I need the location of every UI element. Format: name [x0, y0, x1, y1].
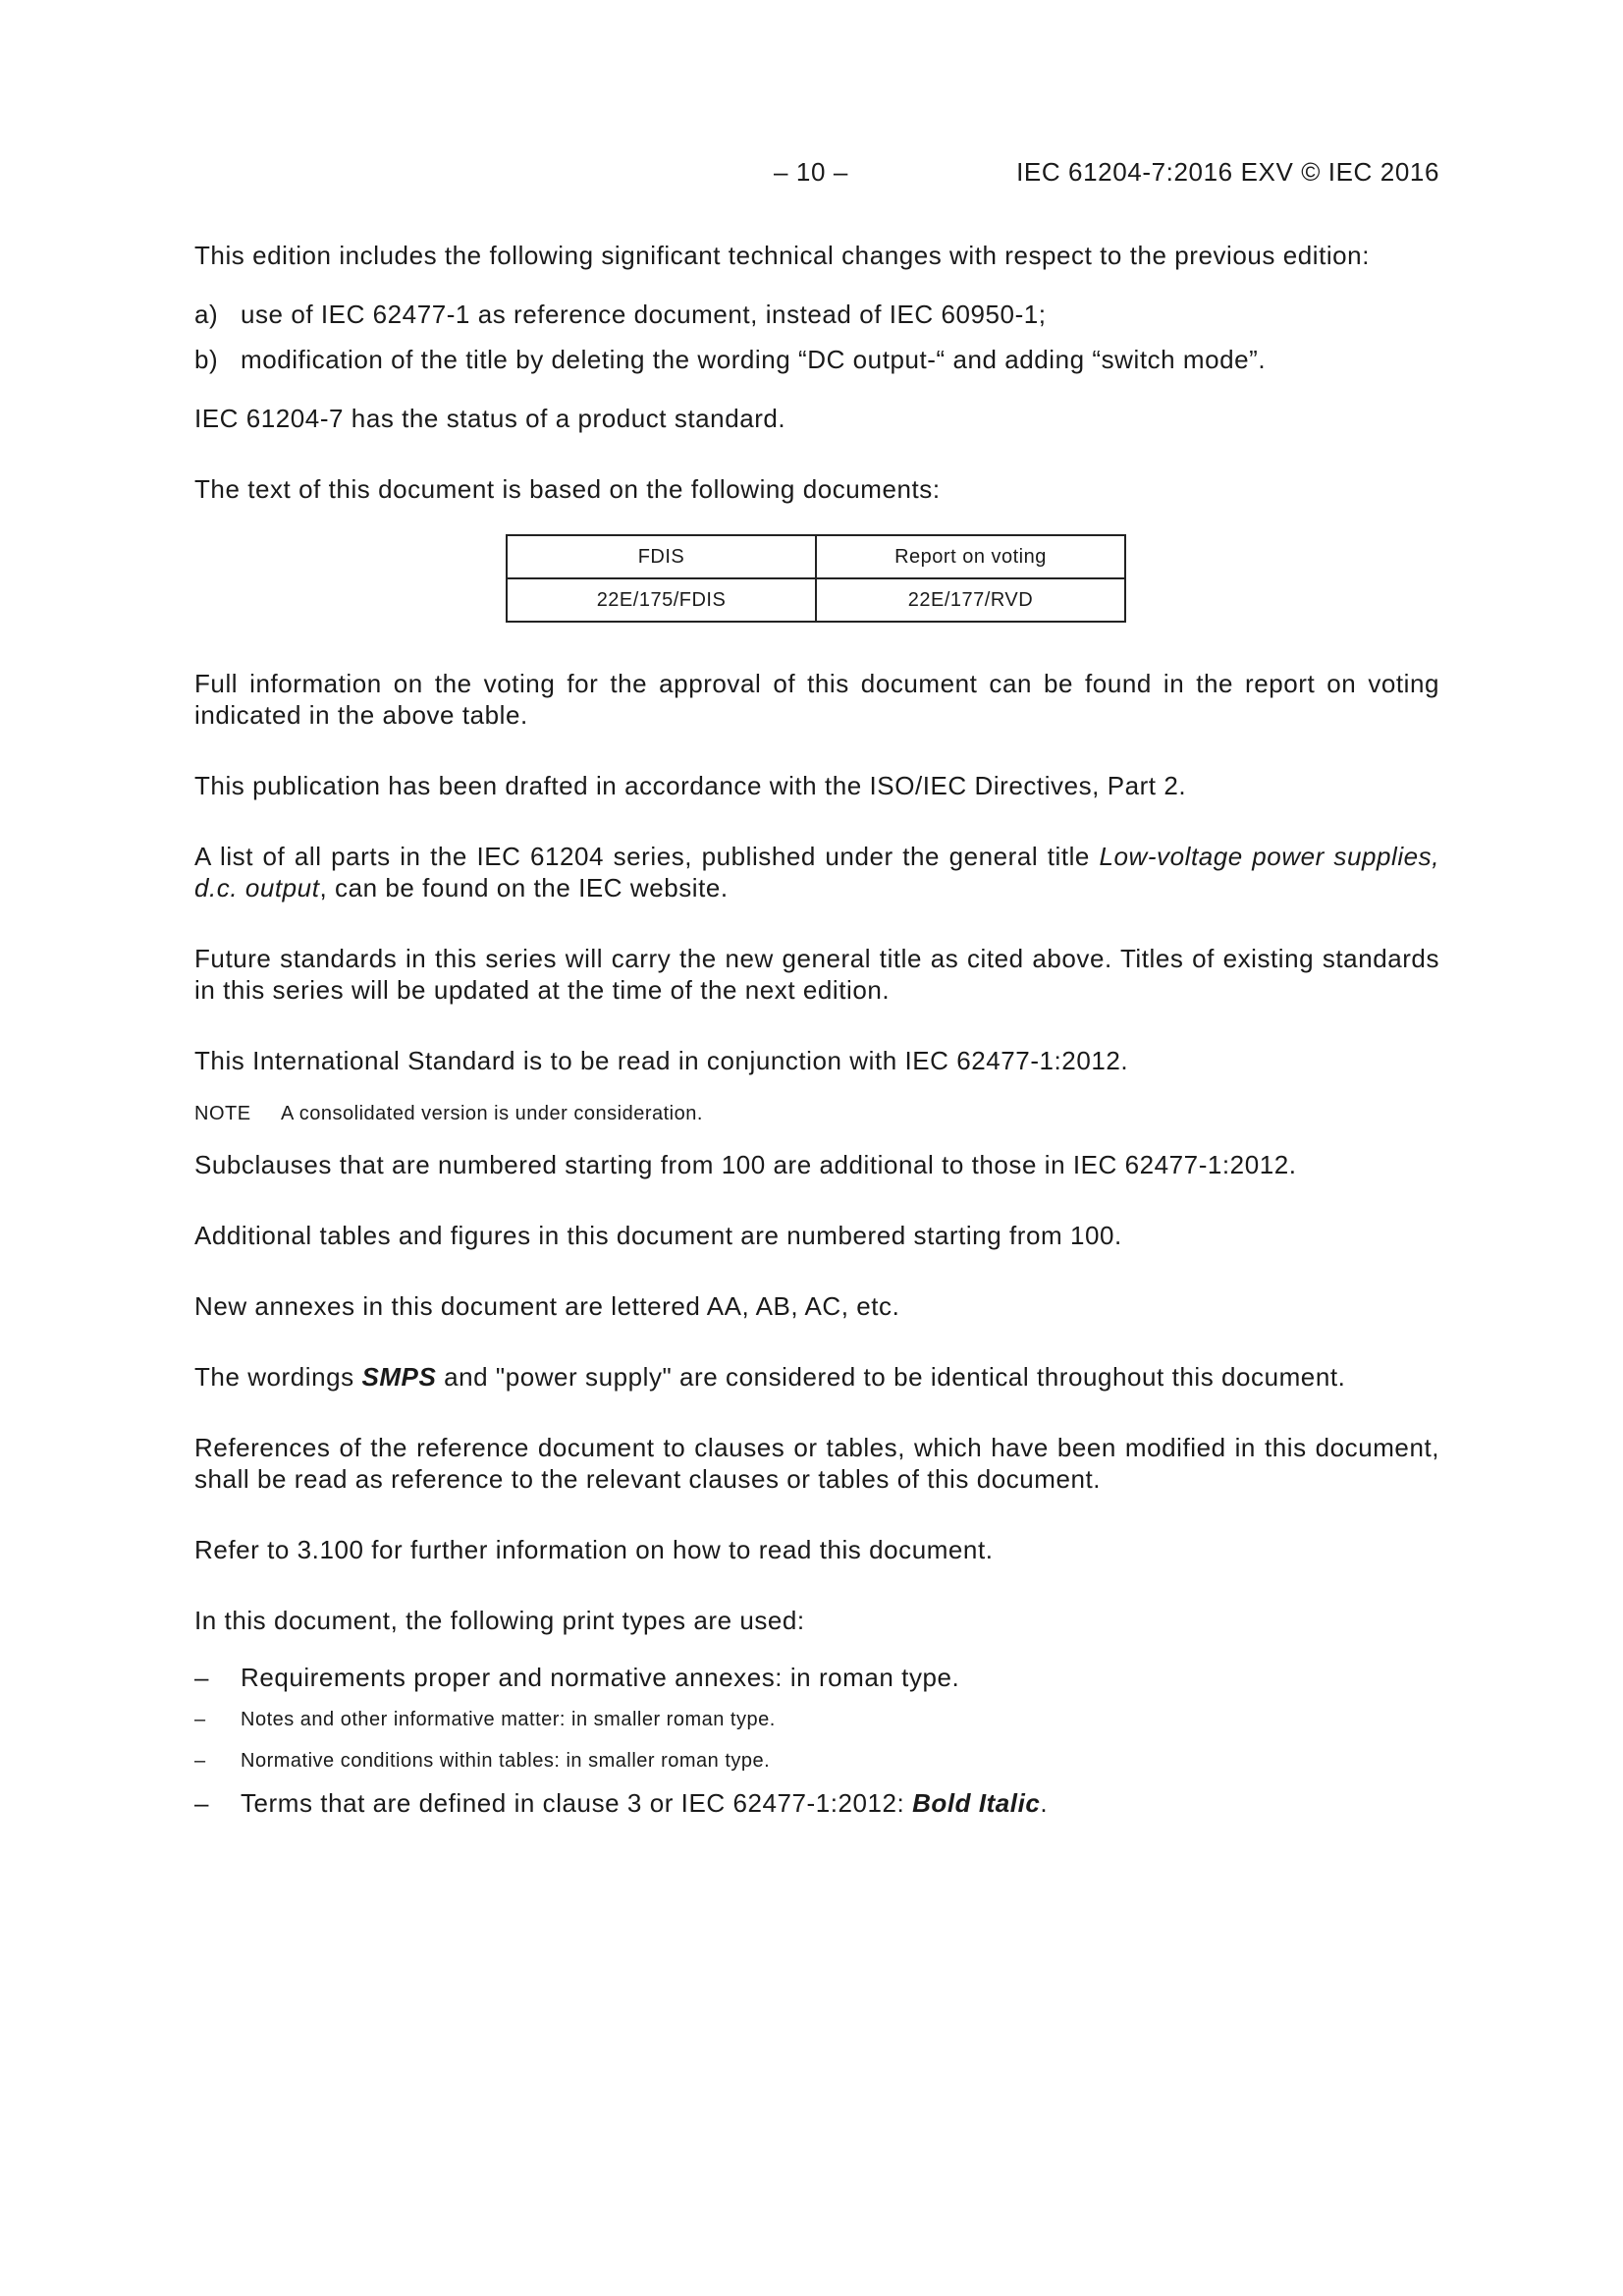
document-identifier: IEC 61204-7:2016 EXV © IEC 2016	[1016, 157, 1439, 187]
note-text: A consolidated version is under consideration.	[281, 1103, 703, 1124]
list-text-end: .	[1040, 1788, 1049, 1818]
print-type-item	[194, 1705, 1439, 1734]
page-number: – 10 –	[774, 157, 848, 187]
list-text: Normative conditions within tables: in smaller roman type.	[241, 1750, 771, 1772]
list-text: Requirements proper and normative annexes: in roman type.	[241, 1663, 960, 1692]
dash-marker: –	[194, 1750, 206, 1772]
general-title: Low-voltage power supplies, d.c. output	[194, 842, 1439, 902]
wordings-paragraph	[194, 1361, 1439, 1393]
voting-info-paragraph: Full information on the voting for the approval of this document can be found in the report on voting indicated in the above table.	[194, 669, 1439, 730]
intro-paragraph: This edition includes the following significant technical changes with respect to the previous edition:	[194, 241, 1370, 270]
change-item-b	[194, 344, 1439, 375]
table-cell: 22E/177/RVD	[816, 578, 1125, 622]
list-marker: a)	[194, 300, 219, 329]
list-marker: b)	[194, 345, 219, 374]
change-item-a	[194, 299, 1439, 330]
note	[194, 1100, 1439, 1127]
smps-term: SMPS	[361, 1362, 437, 1392]
wordings-text: The wordings	[194, 1362, 362, 1392]
status-paragraph: IEC 61204-7 has the status of a product standard.	[194, 404, 786, 433]
table-header-cell: FDIS	[507, 535, 816, 578]
table-header-row	[507, 535, 1125, 578]
annexes-paragraph: New annexes in this document are lettered AA, AB, AC, etc.	[194, 1291, 900, 1321]
list-text: modification of the title by deleting the wording “DC output-“ and adding “switch mode”.	[241, 345, 1267, 374]
wordings-text-end: and "power supply" are considered to be identical throughout this document.	[436, 1362, 1346, 1392]
print-types-intro: In this document, the following print types are used:	[194, 1606, 805, 1635]
references-paragraph: References of the reference document to clauses or tables, which have been modified in this document, shall be read as reference to the relevant clauses or tables of this document.	[194, 1433, 1439, 1494]
table-cell: 22E/175/FDIS	[507, 578, 816, 622]
list-text: Notes and other informative matter: in smaller roman type.	[241, 1709, 776, 1730]
future-paragraph: Future standards in this series will carry the new general title as cited above. Titles of existing standards in this series will be updated at the time of the next edition.	[194, 944, 1439, 1005]
parts-list-paragraph	[194, 841, 1439, 903]
print-type-item	[194, 1662, 1439, 1693]
refer-paragraph: Refer to 3.100 for further information on how to read this document.	[194, 1535, 994, 1564]
print-type-item	[194, 1787, 1439, 1819]
page-header	[194, 147, 1439, 200]
dash-marker: –	[194, 1709, 206, 1730]
based-on-paragraph: The text of this document is based on the following documents:	[194, 474, 941, 504]
table-header-cell: Report on voting	[816, 535, 1125, 578]
print-type-item	[194, 1746, 1439, 1776]
tables-figures-paragraph: Additional tables and figures in this document are numbered starting from 100.	[194, 1221, 1122, 1250]
dash-marker: –	[194, 1663, 210, 1692]
parts-list-text-end: , can be found on the IEC website.	[319, 873, 729, 902]
document-page	[194, 147, 1439, 1819]
note-label: NOTE	[194, 1103, 251, 1124]
list-text: use of IEC 62477-1 as reference document, instead of IEC 60950-1;	[241, 300, 1047, 329]
parts-list-text: A list of all parts in the IEC 61204 series, published under the general title	[194, 842, 1100, 871]
documents-table	[506, 534, 1126, 623]
bold-italic-term: Bold Italic	[912, 1788, 1041, 1818]
table-row	[507, 578, 1125, 622]
list-text: Terms that are defined in clause 3 or IEC 62477-1:2012:	[241, 1788, 913, 1818]
subclauses-paragraph: Subclauses that are numbered starting from 100 are additional to those in IEC 62477-1:2012.	[194, 1150, 1297, 1179]
dash-marker: –	[194, 1788, 210, 1818]
drafted-paragraph: This publication has been drafted in accordance with the ISO/IEC Directives, Part 2.	[194, 771, 1187, 800]
conjunction-paragraph: This International Standard is to be read in conjunction with IEC 62477-1:2012.	[194, 1046, 1129, 1075]
